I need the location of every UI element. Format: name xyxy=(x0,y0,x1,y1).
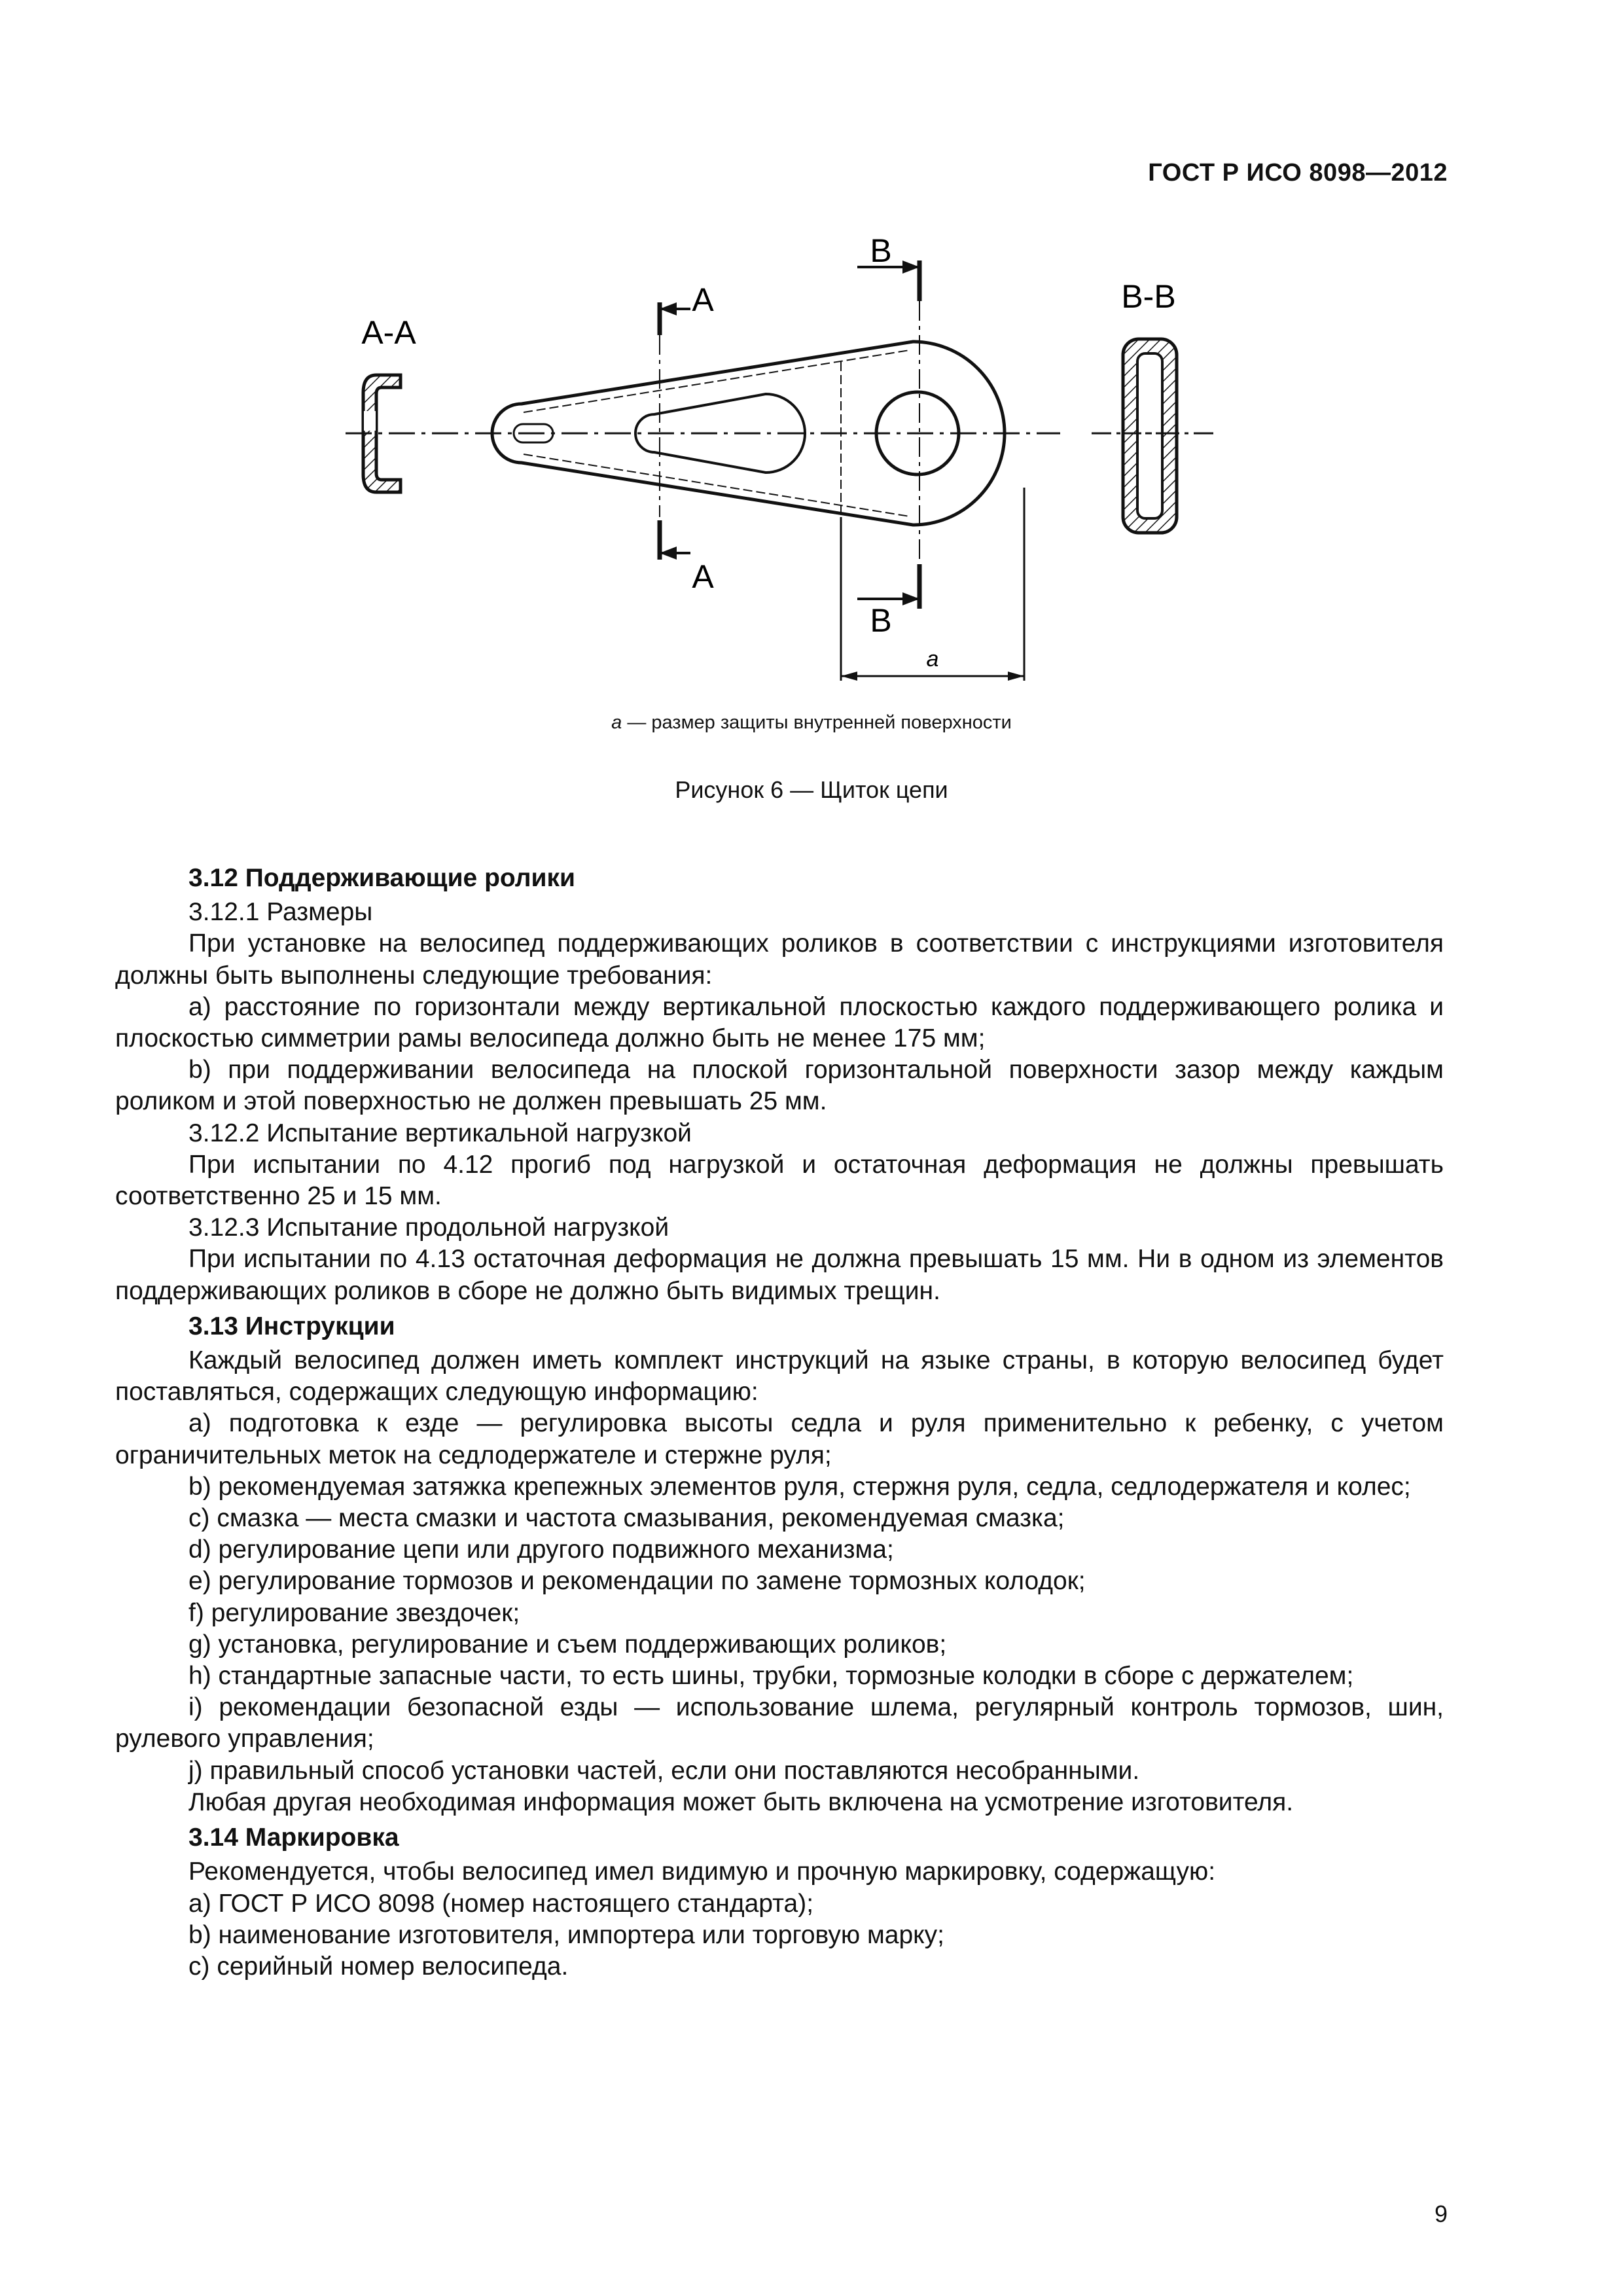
cut-b-bottom-label: В xyxy=(870,602,892,639)
paragraph: Любая другая необходимая информация может быть включена на усмотрение изготовителя. xyxy=(188,1787,1294,1816)
list-item: a) подготовка к езде — регулировка высоты седла и руля применительно к ребенку, с учетом ограничительных меток на седлодержателе и стержне руля; xyxy=(115,1409,1444,1469)
list-item: a) ГОСТ Р ИСО 8098 (номер настоящего стандарта); xyxy=(188,1889,814,1918)
subsection-3-12-3: 3.12.3 Испытание продольной нагрузкой xyxy=(188,1213,669,1242)
paragraph: Рекомендуется, чтобы велосипед имел видимую и прочную маркировку, содержащую: xyxy=(188,1857,1216,1886)
chain-guard-drawing xyxy=(0,223,1623,694)
paragraph: При испытании по 4.13 остаточная деформация не должна превышать 15 мм. Ни в одном из элементов поддерживающих роликов в сборе не должно быть видимых трещин. xyxy=(115,1245,1444,1305)
page-number: 9 xyxy=(1434,2200,1448,2227)
paragraph: При испытании по 4.12 прогиб под нагрузкой и остаточная деформация не должны превышать соответственно 25 и 15 мм. xyxy=(115,1150,1444,1211)
list-item: j) правильный способ установки частей, если они поставляются несобранными. xyxy=(188,1756,1140,1785)
section-bb-label: В-В xyxy=(1121,278,1176,315)
list-item: i) рекомендации безопасной езды — использование шлема, регулярный контроль тормозов, шин, рулевого управления; xyxy=(115,1693,1444,1753)
paragraph: Каждый велосипед должен иметь комплект инструкций на языке страны, в которую велосипед будет поставляться, содержащих следующую информацию: xyxy=(115,1346,1444,1407)
list-item: a) расстояние по горизонтали между вертикальной плоскостью каждого поддерживающего ролика и плоскостью симметрии рамы велосипеда должно быть не менее 175 мм; xyxy=(115,992,1444,1053)
list-item: g) установка, регулирование и съем поддерживающих роликов; xyxy=(188,1630,947,1659)
cut-line-b xyxy=(857,260,919,609)
list-item: f) регулирование звездочек; xyxy=(188,1598,520,1627)
subsection-3-12-2: 3.12.2 Испытание вертикальной нагрузкой xyxy=(188,1119,692,1147)
document-code-header: ГОСТ Р ИСО 8098—2012 xyxy=(1148,159,1448,187)
cut-a-bottom-label: А xyxy=(692,558,714,595)
list-item: b) рекомендуемая затяжка крепежных элементов руля, стержня руля, седла, седлодержателя и колес; xyxy=(188,1472,1411,1501)
list-item: b) наименование изготовителя, импортера или торговую марку; xyxy=(188,1920,944,1949)
paragraph: При установке на велосипед поддерживающих роликов в соответствии с инструкциями изготовителя должны быть выполнены следующие требования: xyxy=(115,929,1444,990)
list-item: e) регулирование тормозов и рекомендации по замене тормозных колодок; xyxy=(188,1567,1086,1596)
cut-line-a xyxy=(660,302,690,560)
figure-legend xyxy=(0,712,1623,734)
list-item: b) при поддерживании велосипеда на плоской горизонтальной поверхности зазор между каждым роликом и этой поверхностью не должен превышать 25 мм. xyxy=(115,1056,1444,1116)
body-text xyxy=(115,859,1444,1982)
list-item: d) регулирование цепи или другого подвижного механизма; xyxy=(188,1535,894,1564)
subsection-3-12-1: 3.12.1 Размеры xyxy=(188,898,373,927)
cut-b-top-label: В xyxy=(870,232,892,269)
legend-variable: а xyxy=(611,712,622,733)
figure-title: Рисунок 6 — Щиток цепи xyxy=(675,776,948,803)
cut-a-top-label: А xyxy=(692,281,714,318)
legend-text: — размер защиты внутренней поверхности xyxy=(622,712,1012,733)
section-3-12-heading: 3.12 Поддерживающие ролики xyxy=(188,864,575,892)
section-3-14-heading: 3.14 Маркировка xyxy=(188,1823,399,1852)
list-item: c) серийный номер велосипеда. xyxy=(188,1952,569,1981)
list-item: h) стандартные запасные части, то есть шины, трубки, тормозные колодки в сборе с держателем; xyxy=(188,1662,1354,1691)
dimension-a-label: а xyxy=(926,647,939,672)
chain-guard-figure xyxy=(0,223,1623,694)
section-bb-profile xyxy=(1092,339,1217,533)
section-aa-label: А-А xyxy=(361,314,416,351)
section-3-13-heading: 3.13 Инструкции xyxy=(188,1312,395,1340)
list-item: c) смазка — места смазки и частота смазывания, рекомендуемая смазка; xyxy=(188,1504,1065,1533)
